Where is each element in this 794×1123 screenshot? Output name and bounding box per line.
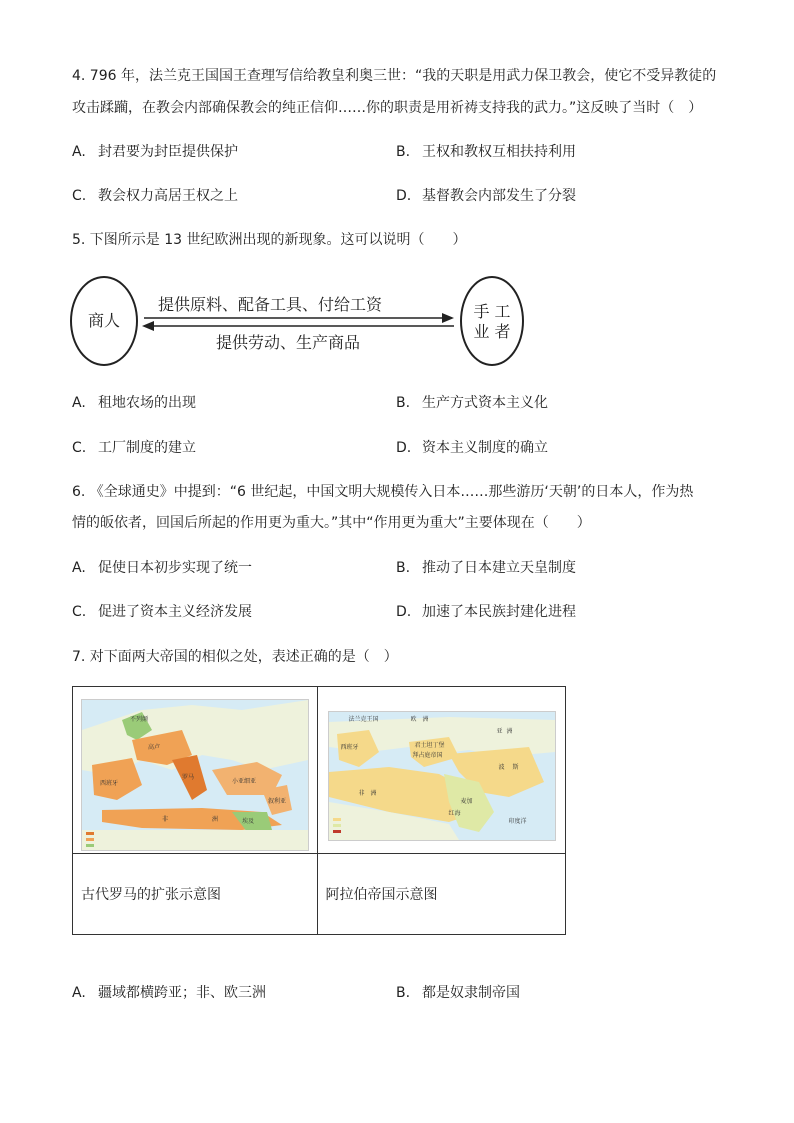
merchant-label: 商人 xyxy=(87,311,120,330)
option-key: A. xyxy=(72,395,86,411)
arab-label-frankish: 法兰克王国 xyxy=(348,716,379,723)
bottom-arrow-label: 提供劳动、生产商品 xyxy=(216,333,361,352)
craftsman-circle xyxy=(460,276,524,366)
q4-option-d[interactable] xyxy=(396,186,576,206)
q7-option-b[interactable] xyxy=(396,983,520,1003)
option-text: 基督教会内部发生了分裂 xyxy=(422,188,576,204)
rome-label-spain: 西班牙 xyxy=(100,780,119,787)
option-text: 王权和教权互相扶持利用 xyxy=(422,144,576,160)
arab-label-europe-2: 洲 xyxy=(422,716,429,723)
craftsman-label-2: 业 者 xyxy=(473,322,511,341)
option-key: C. xyxy=(72,188,87,204)
q6-option-c[interactable] xyxy=(72,602,252,622)
option-key: B. xyxy=(396,395,411,411)
q5-option-c[interactable] xyxy=(72,438,196,458)
option-text: 教会权力高居王权之上 xyxy=(98,188,238,204)
rome-label-syria: 叙利亚 xyxy=(268,798,287,805)
option-key: A. xyxy=(72,985,86,1001)
option-key: D. xyxy=(396,604,412,620)
arrow-right-head xyxy=(442,313,454,323)
option-key: C. xyxy=(72,440,87,456)
craftsman-label-1: 手 工 xyxy=(473,302,511,321)
q4-stem-line1: 4. 796 年，法兰克王国国王查理写信给教皇利奥三世：“我的天职是用武力保卫教会，使它不受异教徒的 xyxy=(72,68,717,84)
arab-label-constantinople: 君士坦丁堡 xyxy=(414,742,445,749)
option-text: 生产方式资本主义化 xyxy=(422,395,548,411)
option-text: 资本主义制度的确立 xyxy=(422,440,548,456)
q4-option-c[interactable] xyxy=(72,186,238,206)
arab-label-spain: 西班牙 xyxy=(340,744,359,751)
arab-label-asia-2: 洲 xyxy=(506,728,513,735)
option-key: D. xyxy=(396,188,412,204)
option-text: 都是奴隶制帝国 xyxy=(422,985,520,1001)
arab-map-cell xyxy=(317,687,566,854)
rome-label-gaul: 高卢 xyxy=(148,744,161,751)
arab-map-image xyxy=(328,711,556,841)
rome-label-africa-1: 非 xyxy=(162,816,169,823)
arab-label-africa-2: 洲 xyxy=(370,790,377,797)
q7-option-a[interactable] xyxy=(72,983,266,1003)
q5-option-d[interactable] xyxy=(396,438,548,458)
arab-label-persia-2: 斯 xyxy=(512,764,519,771)
q6-option-a[interactable] xyxy=(72,558,252,578)
top-arrow-label: 提供原料、配备工具、付给工资 xyxy=(158,295,383,314)
option-text: 加速了本民族封建化进程 xyxy=(422,604,576,620)
arab-label-byzantium: 拜占庭帝国 xyxy=(412,752,443,759)
option-text: 推动了日本建立天皇制度 xyxy=(422,560,576,576)
arab-map-caption: 阿拉伯帝国示意图 xyxy=(317,854,566,935)
q6-option-d[interactable] xyxy=(396,602,576,622)
arab-label-red-sea: 红海 xyxy=(448,810,461,817)
option-text: 封君要为封臣提供保护 xyxy=(98,144,238,160)
q5-option-b[interactable] xyxy=(396,393,548,413)
q7-stem: 7. 对下面两大帝国的相似之处，表述正确的是（ ） xyxy=(72,649,398,665)
arab-label-europe-1: 欧 xyxy=(410,716,417,723)
option-key: C. xyxy=(72,604,87,620)
arab-label-persia-1: 波 xyxy=(498,764,505,771)
merchant-circle xyxy=(70,276,138,366)
arab-label-asia-1: 亚 xyxy=(496,728,503,735)
q4-option-b[interactable] xyxy=(396,142,576,162)
option-key: D. xyxy=(396,440,412,456)
q6-stem-line1: 6. 《全球通史》中提到：“6 世纪起，中国文明大规模传入日本……那些游历‘天朝’的日本人，作为热 xyxy=(72,484,694,500)
rome-label-africa-2: 洲 xyxy=(212,816,219,823)
option-key: B. xyxy=(396,560,411,576)
rome-map-image xyxy=(81,699,309,851)
option-text: 工厂制度的建立 xyxy=(98,440,196,456)
q4-option-a[interactable] xyxy=(72,142,238,162)
q5-diagram xyxy=(70,276,530,368)
rome-map-shapes xyxy=(82,700,308,850)
rome-map-caption: 古代罗马的扩张示意图 xyxy=(73,854,318,935)
rome-map-cell xyxy=(73,687,318,854)
q4-stem-line2: 攻击蹂躏，在教会内部确保教会的纯正信仰……你的职责是用祈祷支持我的武力。”这反映了当时（ ） xyxy=(72,100,703,116)
q6-stem-line2: 情的皈依者，回国后所起的作用更为重大。”其中“作用更为重大”主要体现在（ ） xyxy=(72,515,591,531)
arab-label-africa-1: 非 xyxy=(358,790,365,797)
exchange-arrows xyxy=(138,276,460,368)
rome-label-egypt: 埃及 xyxy=(242,818,255,825)
rome-label-rome: 罗马 xyxy=(182,774,195,781)
option-key: B. xyxy=(396,144,411,160)
q7-map-table xyxy=(72,686,566,935)
q6-option-b[interactable] xyxy=(396,558,576,578)
option-key: B. xyxy=(396,985,411,1001)
option-text: 促进了资本主义经济发展 xyxy=(98,604,252,620)
arab-label-indian-ocean: 印度洋 xyxy=(508,818,527,825)
arab-label-mecca: 麦加 xyxy=(460,798,473,805)
rome-label-asia-minor: 小亚细亚 xyxy=(232,778,257,785)
option-text: 疆域都横跨亚；非、欧三洲 xyxy=(98,985,266,1001)
option-key: A. xyxy=(72,560,86,576)
q5-stem: 5. 下图所示是 13 世纪欧洲出现的新现象。这可以说明（ ） xyxy=(72,232,467,248)
rome-label-britain: 不列颠 xyxy=(130,716,149,723)
option-text: 促使日本初步实现了统一 xyxy=(98,560,252,576)
arrow-left-head xyxy=(142,321,154,331)
option-text: 租地农场的出现 xyxy=(98,395,196,411)
q5-option-a[interactable] xyxy=(72,393,196,413)
option-key: A. xyxy=(72,144,86,160)
